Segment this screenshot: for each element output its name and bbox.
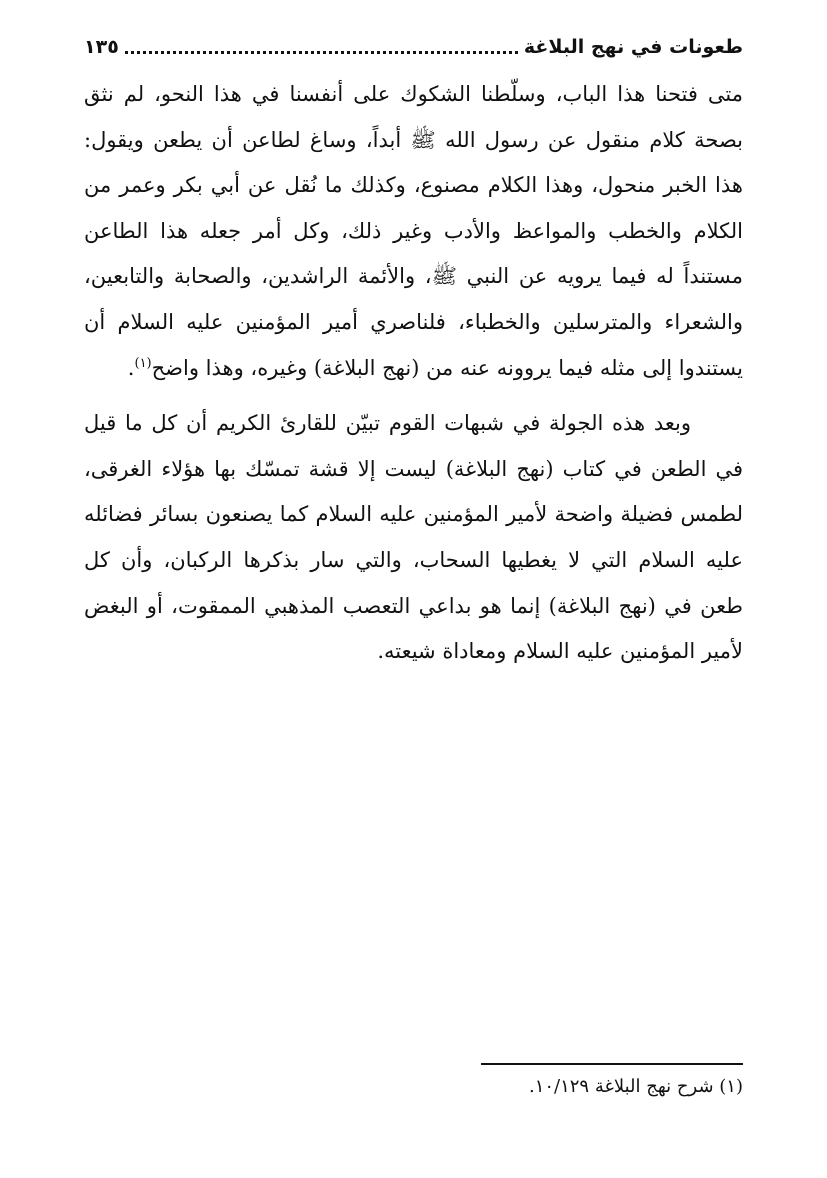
paragraph-2 xyxy=(84,401,743,675)
header-title: طعونات في نهج البلاغة xyxy=(523,36,743,58)
paragraph-2-text: وبعد هذه الجولة في شبهات القوم تبيّن للقارئ الكريم أن كل ما قيل في الطعن في كتاب (نهج البلاغة) ليست إلا قشة تمسّك بها هؤلاء الغرقى، لطمس فضيلة واضحة لأمير المؤمنين عليه السلام كما يصنعون بسائر فضائله عليه السلام التي لا يغطيها السحاب، والتي سار بذكرها الركبان، وأن كل طعن في (نهج البلاغة) إنما هو بداعي التعصب المذهبي الممقوت، أو البغض لأمير المؤمنين عليه السلام ومعاداة شيعته. xyxy=(84,411,743,664)
footnote xyxy=(84,1070,743,1104)
footnote-reference: (١) xyxy=(134,355,152,371)
page-number: ١٣٥ xyxy=(84,36,119,58)
footnote-divider xyxy=(481,1063,743,1065)
paragraph-1-text: متى فتحنا هذا الباب، وسلّطنا الشكوك على أنفسنا في هذا النحو، لم نثق بصحة كلام منقول عن رسول الله ﷺ أبداً، وساغ لطاعن أن يطعن ويقول: هذا الخبر منحول، وهذا الكلام مصنوع، وكذلك ما نُقل عن أبي بكر وعمر من الكلام والخطب والمواعظ والأدب وغير ذلك، وكل أمر جعله هذا الطاعن مستنداً له فيما يرويه عن النبي ﷺ، والأئمة الراشدين، والصحابة والتابعين، والشعراء والمترسلين والخطباء، فلناصري أمير المؤمنين عليه السلام أن يستندوا إلى مثله فيما يروونه عنه من (نهج البلاغة) وغيره، وهذا واضح xyxy=(84,82,743,380)
paragraph-1-tail: . xyxy=(127,355,135,380)
footnote-text: (١) شرح نهج البلاغة ١٠/١٢٩. xyxy=(528,1076,743,1097)
dotted-leader xyxy=(125,51,518,54)
main-text xyxy=(84,72,743,675)
paragraph-1 xyxy=(84,72,743,391)
running-header xyxy=(84,28,743,62)
